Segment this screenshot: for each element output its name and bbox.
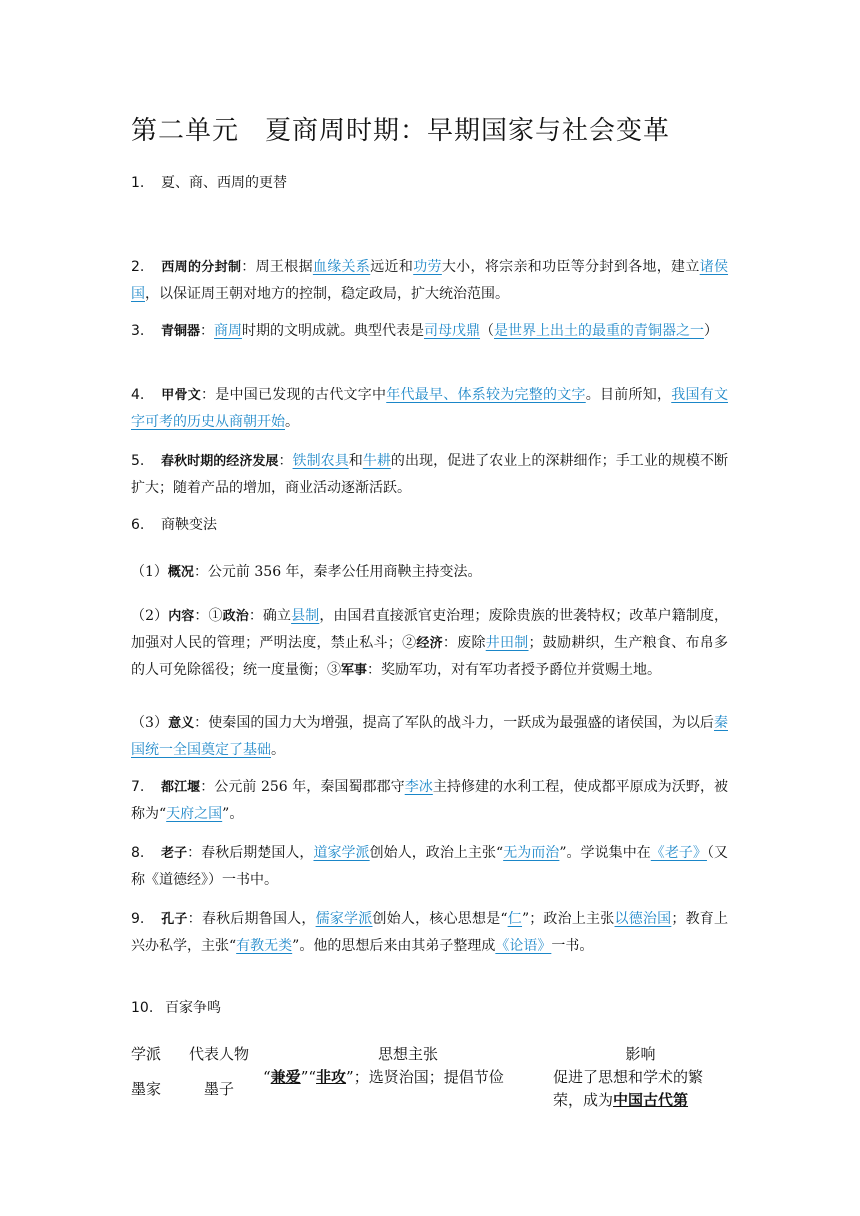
section-10	[131, 995, 728, 1021]
text: ：使秦国的国力大为增强，提高了军队的战斗力，一跃成为最强盛的诸侯国，为以后	[194, 715, 714, 731]
keyword: 《老子》	[650, 845, 707, 861]
keyword: 天府之国	[166, 806, 223, 822]
text: ：	[200, 323, 215, 339]
text: 和	[348, 453, 363, 469]
section-number: 9.	[131, 911, 145, 927]
keyword: 是世界上出土的最重的青铜器之一	[494, 323, 705, 339]
text: ：春秋后期鲁国人，	[187, 911, 316, 927]
section-heading: 春秋时期的经济发展	[161, 454, 279, 469]
table-cell-impact	[553, 1066, 728, 1112]
section-1	[131, 170, 728, 196]
section-heading: 百家争鸣	[165, 1000, 221, 1016]
section-number: 10.	[131, 1000, 154, 1016]
text: ：	[278, 453, 293, 469]
table-header: 影响	[625, 1044, 656, 1063]
keyword: 商周	[214, 323, 243, 339]
text: 。	[285, 414, 299, 430]
section-number: 5.	[131, 453, 145, 469]
text: ”。	[222, 806, 244, 822]
text: ”“	[300, 1068, 317, 1086]
keyword: 有教无类	[236, 938, 293, 954]
text: 的出现，促进了农业上的深耕细作；手工业的规模不断扩大；随着产品的增加，商业活动逐渐活跃。	[131, 453, 729, 496]
text: 创始人，核心思想是“	[372, 911, 508, 927]
unit-subject: 夏商周时期：早期国家与社会变革	[265, 116, 671, 146]
keyword: 中国古代第	[613, 1091, 689, 1109]
section-7	[131, 774, 728, 827]
keyword: 儒家学派	[315, 911, 373, 927]
text: ”；选贤治国；提倡节俭	[346, 1068, 504, 1086]
section-number: 7.	[131, 779, 145, 795]
keyword: 兼爱	[270, 1068, 301, 1086]
text: 时期的文明成就。典型代表是	[242, 323, 425, 339]
keyword: 牛耕	[362, 453, 391, 469]
table-cell-ideas	[263, 1066, 553, 1112]
section-heading: 孔子	[161, 912, 188, 927]
keyword: 诸侯国	[131, 259, 729, 302]
text: ：公元前 256 年，秦国蜀郡郡守	[200, 779, 405, 795]
text: ：周王根据	[241, 259, 313, 275]
table-header: 思想主张	[377, 1044, 438, 1063]
text: ：①	[194, 608, 223, 624]
keyword: 非攻	[316, 1068, 347, 1086]
section-number: 6.	[131, 517, 145, 533]
sub-number: （2）	[131, 608, 169, 624]
section-8	[131, 840, 728, 893]
text: 。	[271, 742, 285, 758]
table-header: 代表人物	[188, 1044, 249, 1063]
text: 一书。	[551, 938, 594, 954]
section-9	[131, 906, 728, 959]
unit-number: 第二单元	[131, 116, 240, 146]
sub-heading: 经济	[416, 636, 443, 651]
keyword: 我国有文字可考的历史从商朝开始	[131, 387, 728, 430]
text: 创始人，政治上主张“	[369, 845, 504, 861]
keyword: 李冰	[404, 779, 433, 795]
text: （又称《道德经》）一书中。	[131, 845, 728, 888]
text: ）	[704, 323, 719, 339]
keyword: 无为而治	[503, 845, 560, 861]
section-number: 1.	[131, 175, 145, 191]
table-header: 学派	[131, 1044, 162, 1063]
section-heading: 夏、商、西周的更替	[161, 175, 287, 191]
sub-heading: 概况	[167, 565, 194, 580]
text: ：废除	[442, 635, 486, 651]
sub-heading: 军事	[341, 663, 368, 678]
text: ；鼓励耕织，生产粮食、布帛多的人可免除徭役；统一度量衡；③	[131, 635, 729, 678]
keyword: 道家学派	[313, 845, 370, 861]
text: ”。他的思想后来由其弟子整理成	[292, 938, 496, 954]
table-row	[131, 1066, 728, 1112]
keyword: 秦国统一全国奠定了基础	[131, 715, 728, 758]
keyword: 铁制农具	[292, 453, 349, 469]
text: “	[263, 1068, 271, 1086]
sub-heading: 意义	[168, 716, 195, 731]
sub-heading: 内容	[168, 609, 195, 624]
text: 远近和	[370, 259, 414, 275]
section-number: 8.	[131, 845, 145, 861]
keyword: 《论语》	[495, 938, 552, 954]
section-6-overview	[131, 559, 728, 586]
schools-table	[131, 1040, 728, 1112]
text: 促进了思想和学术的繁荣，成为	[553, 1068, 704, 1109]
text: 。目前所知，	[585, 387, 672, 403]
text: ，由国君直接派官吏治理；废除贵族的世袭特权；改革户籍制度，加强对人民的管理；严明法度，禁止私斗；②	[131, 608, 729, 651]
table-cell-person: 墨子	[203, 1079, 234, 1098]
section-heading: 甲骨文	[161, 388, 201, 403]
keyword: 县制	[291, 608, 320, 624]
text: ：公元前 356 年，秦孝公任用商鞅主持变法。	[193, 564, 482, 580]
keyword: 井田制	[485, 635, 529, 651]
section-3	[131, 318, 728, 345]
text: ：确立	[248, 608, 292, 624]
section-6-significance	[131, 710, 728, 763]
section-number: 3.	[131, 323, 145, 339]
text: ：春秋后期楚国人，	[187, 845, 314, 861]
sub-heading: 政治	[222, 609, 249, 624]
section-5	[131, 448, 728, 501]
sub-number: （1）	[131, 564, 168, 580]
keyword: 功劳	[413, 259, 442, 275]
table-header-row	[131, 1040, 728, 1066]
text: ：是中国已发现的古代文字中	[201, 387, 387, 403]
keyword: 血缘关系	[312, 259, 371, 275]
text: ，以保证周王朝对地方的控制，稳定政局，扩大统治范围。	[145, 286, 509, 302]
keyword: 以德治国	[614, 911, 672, 927]
text: ”；政治上主张	[522, 911, 615, 927]
section-heading: 青铜器	[161, 324, 201, 339]
section-4	[131, 382, 728, 435]
section-heading: 都江堰	[161, 780, 201, 795]
section-heading: 老子	[161, 846, 188, 861]
section-number: 2.	[131, 259, 145, 275]
keyword: 司母戊鼎	[424, 323, 481, 339]
unit-title	[131, 110, 670, 147]
section-6	[131, 512, 728, 538]
table-cell-school: 墨家	[131, 1079, 162, 1098]
section-6-content	[131, 603, 728, 684]
keyword: 年代最早、体系较为完整的文字	[386, 387, 586, 403]
text: 大小，将宗亲和功臣等分封到各地，建立	[441, 259, 700, 275]
section-2	[131, 254, 728, 307]
section-number: 4.	[131, 387, 145, 403]
sub-number: （3）	[131, 715, 169, 731]
text: ；教育上兴办私学，主张“	[131, 911, 729, 954]
text: ：奖励军功，对有军功者授予爵位并赏赐土地。	[367, 662, 662, 678]
keyword: 仁	[507, 911, 523, 927]
section-heading: 商鞅变法	[161, 517, 217, 533]
text: ”。学说集中在	[559, 845, 651, 861]
section-heading: 西周的分封制	[161, 260, 242, 275]
text: 主持修建的水利工程，使成都平原成为沃野，被称为“	[131, 779, 729, 822]
text: （	[480, 323, 495, 339]
